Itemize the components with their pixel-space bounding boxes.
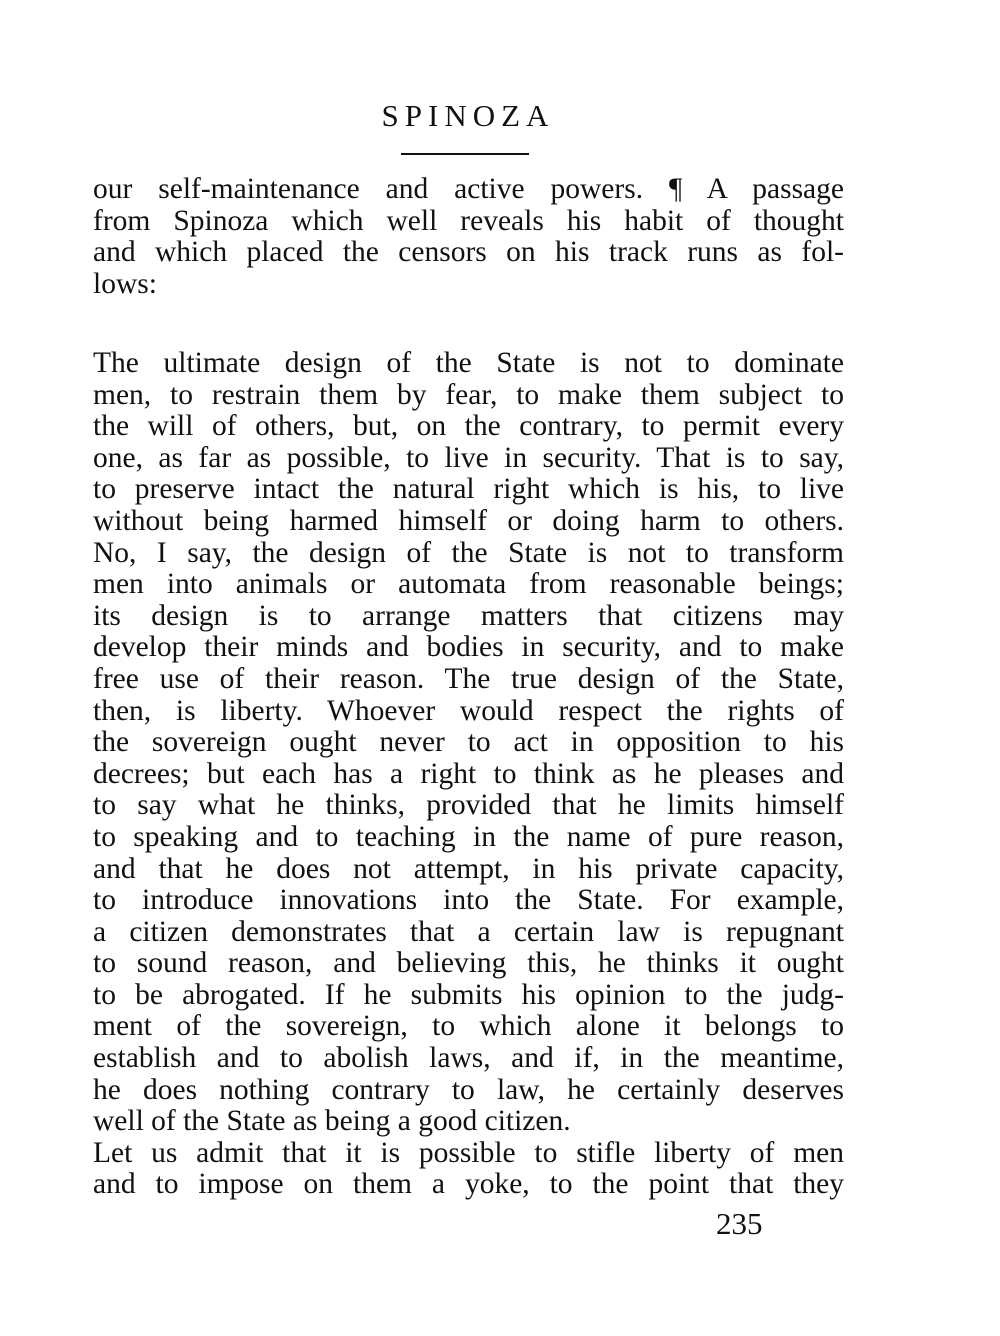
text-line: to speaking and to teaching in the name of pure reason, bbox=[93, 820, 844, 853]
text-line: men into animals or automata from reasonable beings; bbox=[93, 568, 844, 601]
text-line: and that he does not attempt, in his private capacity, bbox=[93, 852, 844, 885]
text-line: The ultimate design of the State is not to dominate bbox=[93, 347, 844, 379]
running-head: SPINOZA bbox=[381, 98, 555, 133]
text-line: Let us admit that it is possible to stifle liberty of men bbox=[93, 1136, 844, 1169]
text-line: ment of the sovereign, to which alone it belongs to bbox=[93, 1010, 844, 1043]
text-line: a citizen demonstrates that a certain law is repugnant bbox=[93, 915, 844, 948]
text-line: one, as far as possible, to live in security. That is to say, bbox=[93, 441, 844, 474]
text-line: to preserve intact the natural right which is his, to live bbox=[93, 473, 844, 506]
intro-paragraph bbox=[93, 174, 844, 300]
text-line: from Spinoza which well reveals his habit of thought bbox=[93, 204, 844, 237]
text-line: free use of their reason. The true design of the State, bbox=[93, 662, 844, 695]
text-line: its design is to arrange matters that citizens may bbox=[93, 599, 844, 632]
text-line: without being harmed himself or doing harm to others. bbox=[93, 504, 844, 537]
head-rule-divider bbox=[401, 153, 529, 155]
text-line: our self-maintenance and active powers. ¶ A passage bbox=[93, 173, 844, 205]
text-line: develop their minds and bodies in security, and to make bbox=[93, 631, 844, 664]
text-line: he does nothing contrary to law, he certainly deserves bbox=[93, 1073, 844, 1106]
text-line: well of the State as being a good citizen. bbox=[93, 1105, 571, 1138]
text-line: lows: bbox=[93, 267, 157, 300]
text-line: No, I say, the design of the State is not to transform bbox=[93, 536, 844, 569]
text-line: to be abrogated. If he submits his opinion to the judg- bbox=[93, 978, 844, 1011]
text-line: to introduce innovations into the State. For example, bbox=[93, 884, 844, 917]
text-line: the sovereign ought never to act in opposition to his bbox=[93, 726, 844, 759]
text-line: to sound reason, and believing this, he thinks it ought bbox=[93, 947, 844, 980]
page-number: 235 bbox=[716, 1206, 763, 1241]
text-line: the will of others, but, on the contrary, to permit every bbox=[93, 410, 844, 443]
text-line: men, to restrain them by fear, to make them subject to bbox=[93, 378, 844, 411]
text-line: establish and to abolish laws, and if, in the meantime, bbox=[93, 1042, 844, 1075]
text-line: and to impose on them a yoke, to the point that they bbox=[93, 1168, 844, 1201]
text-line: and which placed the censors on his track runs as fol- bbox=[93, 236, 844, 269]
text-line: decrees; but each has a right to think as he pleases and bbox=[93, 757, 844, 790]
text-line: to say what he thinks, provided that he limits himself bbox=[93, 789, 844, 822]
quoted-passage bbox=[93, 348, 844, 1201]
text-line: then, is liberty. Whoever would respect the rights of bbox=[93, 694, 844, 727]
